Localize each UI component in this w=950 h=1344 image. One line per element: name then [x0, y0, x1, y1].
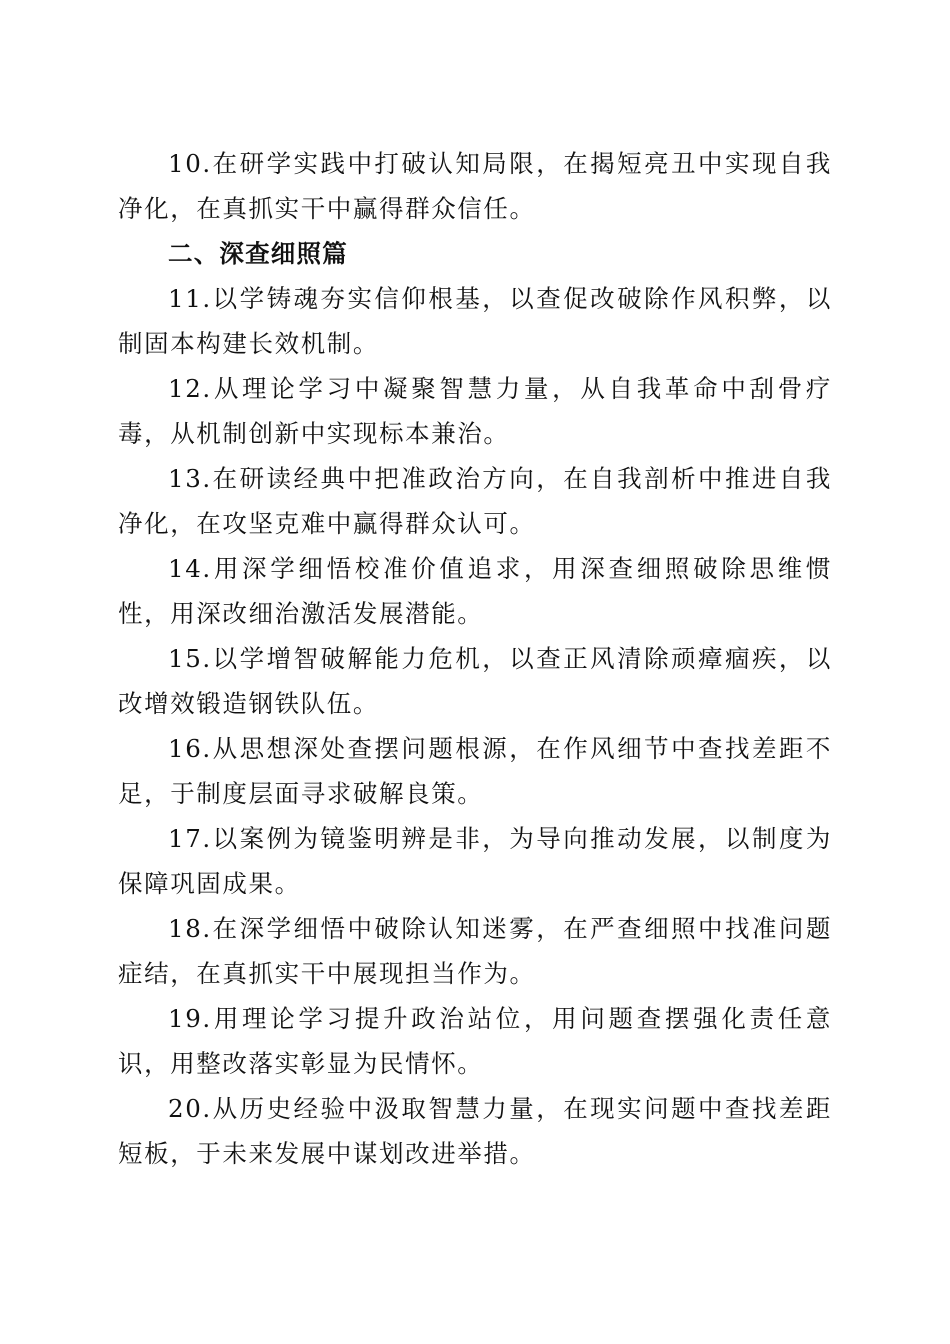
list-item-11: 11.以学铸魂夯实信仰根基，以查促改破除作风积弊，以制固本构建长效机制。 [118, 284, 832, 358]
list-item-15: 15.以学增智破解能力危机，以查正风清除顽瘴痼疾，以改增效锻造钢铁队伍。 [118, 644, 832, 718]
list-item-20: 20.从历史经验中汲取智慧力量，在现实问题中查找差距短板，于未来发展中谋划改进举措。 [118, 1094, 832, 1168]
list-item-10: 10.在研学实践中打破认知局限，在揭短亮丑中实现自我净化，在真抓实干中赢得群众信任。 [118, 149, 832, 223]
list-item-16: 16.从思想深处查摆问题根源，在作风细节中查找差距不足，于制度层面寻求破解良策。 [118, 734, 832, 808]
list-item-12: 12.从理论学习中凝聚智慧力量，从自我革命中刮骨疗毒，从机制创新中实现标本兼治。 [118, 374, 832, 448]
list-item-19: 19.用理论学习提升政治站位，用问题查摆强化责任意识，用整改落实彰显为民情怀。 [118, 1004, 832, 1078]
list-item-18: 18.在深学细悟中破除认知迷雾，在严查细照中找准问题症结，在真抓实干中展现担当作为。 [118, 914, 832, 988]
list-item-13: 13.在研读经典中把准政治方向，在自我剖析中推进自我净化，在攻坚克难中赢得群众认可。 [118, 464, 832, 538]
list-item-14: 14.用深学细悟校准价值追求，用深查细照破除思维惯性，用深改细治激活发展潜能。 [118, 554, 832, 628]
section-heading: 二、深查细照篇 [168, 239, 348, 268]
list-item-17: 17.以案例为镜鉴明辨是非，为导向推动发展，以制度为保障巩固成果。 [118, 824, 832, 898]
